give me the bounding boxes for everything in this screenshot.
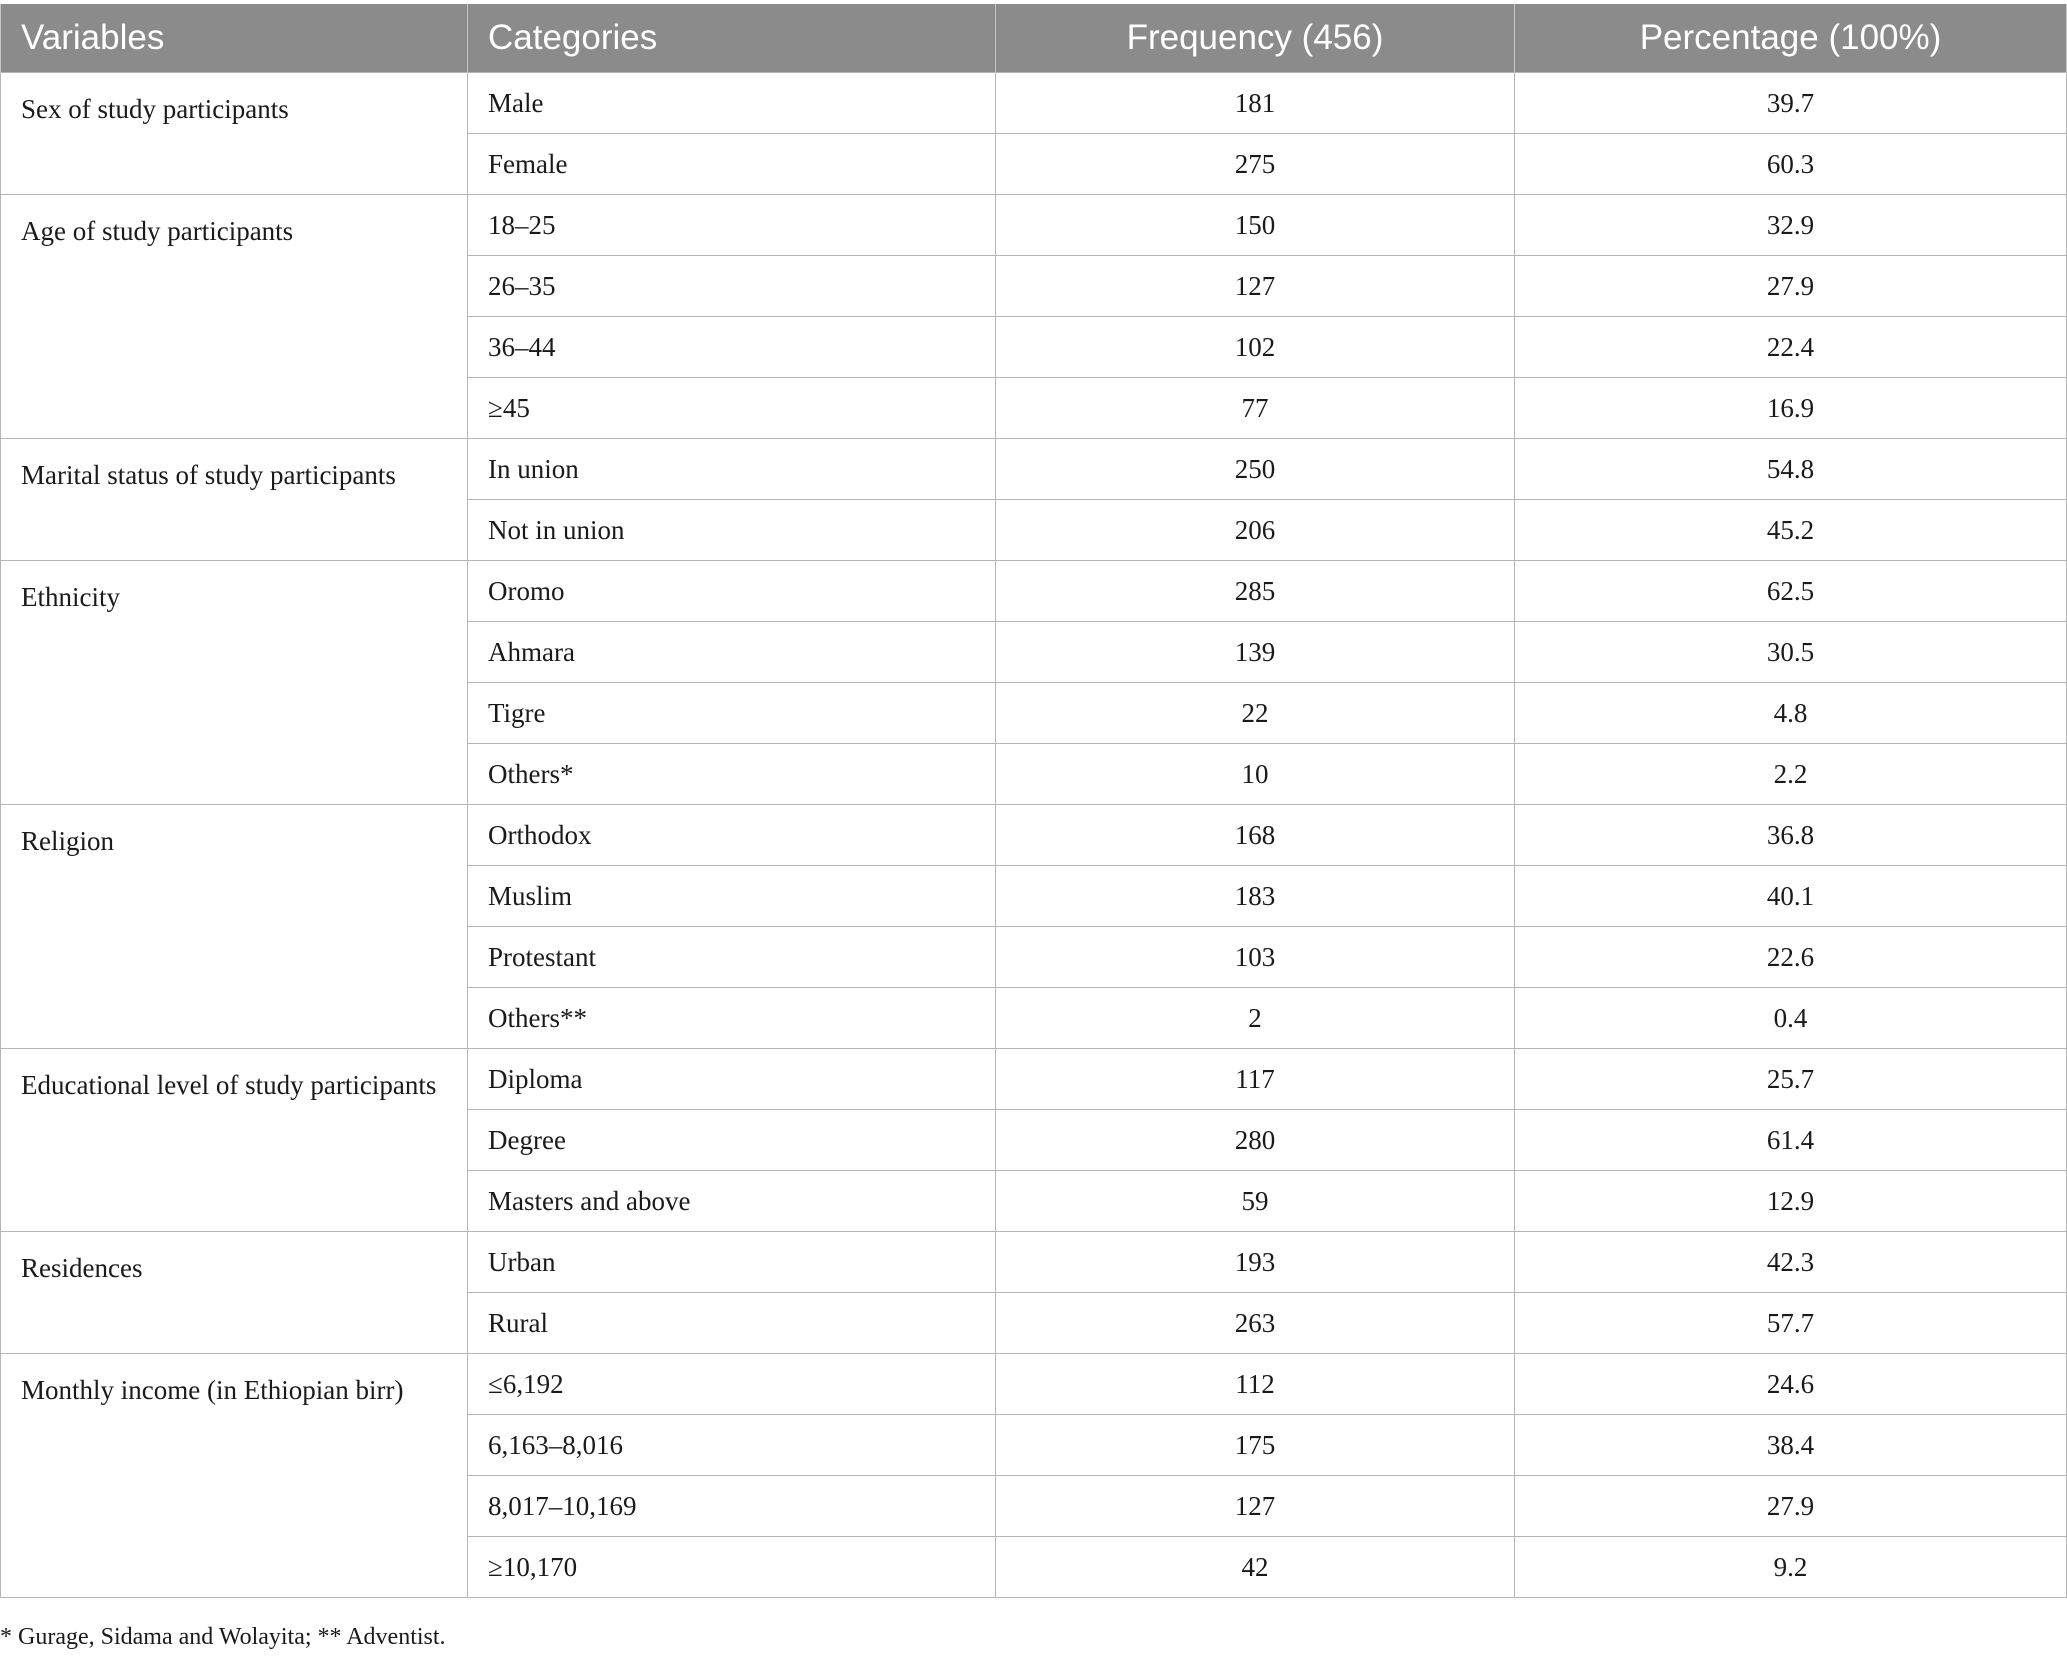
table-row [1, 805, 2067, 866]
frequency-cell: 150 [996, 195, 1515, 256]
category-cell: Masters and above [468, 1171, 996, 1232]
percentage-cell: 54.8 [1515, 439, 2067, 500]
percentage-cell: 22.4 [1515, 317, 2067, 378]
frequency-cell: 139 [996, 622, 1515, 683]
category-cell: 36–44 [468, 317, 996, 378]
table-footnote: * Gurage, Sidama and Wolayita; ** Adventist. [0, 1624, 446, 1650]
frequency-cell: 263 [996, 1293, 1515, 1354]
frequency-cell: 10 [996, 744, 1515, 805]
category-cell: Others** [468, 988, 996, 1049]
category-cell: 26–35 [468, 256, 996, 317]
category-cell: ≥10,170 [468, 1537, 996, 1598]
frequency-cell: 77 [996, 378, 1515, 439]
frequency-cell: 183 [996, 866, 1515, 927]
category-cell: Female [468, 134, 996, 195]
frequency-cell: 206 [996, 500, 1515, 561]
category-cell: Muslim [468, 866, 996, 927]
category-cell: ≤6,192 [468, 1354, 996, 1415]
percentage-cell: 27.9 [1515, 256, 2067, 317]
percentage-cell: 36.8 [1515, 805, 2067, 866]
category-cell: Male [468, 73, 996, 134]
frequency-cell: 59 [996, 1171, 1515, 1232]
percentage-cell: 16.9 [1515, 378, 2067, 439]
variable-cell: Marital status of study participants [1, 439, 468, 561]
category-cell: Ahmara [468, 622, 996, 683]
percentage-cell: 57.7 [1515, 1293, 2067, 1354]
category-cell: Diploma [468, 1049, 996, 1110]
table-row [1, 1232, 2067, 1293]
frequency-cell: 102 [996, 317, 1515, 378]
percentage-cell: 9.2 [1515, 1537, 2067, 1598]
variable-cell: Sex of study participants [1, 73, 468, 195]
category-cell: 6,163–8,016 [468, 1415, 996, 1476]
demographics-table-container [0, 4, 2067, 1598]
frequency-cell: 280 [996, 1110, 1515, 1171]
variable-cell: Residences [1, 1232, 468, 1354]
category-cell: Protestant [468, 927, 996, 988]
percentage-cell: 38.4 [1515, 1415, 2067, 1476]
frequency-cell: 112 [996, 1354, 1515, 1415]
percentage-cell: 45.2 [1515, 500, 2067, 561]
frequency-cell: 103 [996, 927, 1515, 988]
frequency-cell: 250 [996, 439, 1515, 500]
frequency-cell: 193 [996, 1232, 1515, 1293]
percentage-cell: 27.9 [1515, 1476, 2067, 1537]
percentage-cell: 2.2 [1515, 744, 2067, 805]
category-cell: 18–25 [468, 195, 996, 256]
percentage-cell: 0.4 [1515, 988, 2067, 1049]
header-variables: Variables [1, 4, 468, 73]
frequency-cell: 127 [996, 256, 1515, 317]
variable-cell: Educational level of study participants [1, 1049, 468, 1232]
frequency-cell: 175 [996, 1415, 1515, 1476]
table-row [1, 73, 2067, 134]
percentage-cell: 4.8 [1515, 683, 2067, 744]
frequency-cell: 117 [996, 1049, 1515, 1110]
category-cell: Oromo [468, 561, 996, 622]
frequency-cell: 2 [996, 988, 1515, 1049]
percentage-cell: 22.6 [1515, 927, 2067, 988]
table-row [1, 439, 2067, 500]
percentage-cell: 60.3 [1515, 134, 2067, 195]
percentage-cell: 39.7 [1515, 73, 2067, 134]
header-percentage: Percentage (100%) [1515, 4, 2067, 73]
variable-cell: Ethnicity [1, 561, 468, 805]
variable-cell: Monthly income (in Ethiopian birr) [1, 1354, 468, 1598]
percentage-cell: 40.1 [1515, 866, 2067, 927]
percentage-cell: 62.5 [1515, 561, 2067, 622]
percentage-cell: 30.5 [1515, 622, 2067, 683]
header-categories: Categories [468, 4, 996, 73]
percentage-cell: 24.6 [1515, 1354, 2067, 1415]
percentage-cell: 61.4 [1515, 1110, 2067, 1171]
category-cell: ≥45 [468, 378, 996, 439]
percentage-cell: 42.3 [1515, 1232, 2067, 1293]
frequency-cell: 285 [996, 561, 1515, 622]
frequency-cell: 275 [996, 134, 1515, 195]
percentage-cell: 32.9 [1515, 195, 2067, 256]
frequency-cell: 127 [996, 1476, 1515, 1537]
category-cell: Tigre [468, 683, 996, 744]
variable-cell: Age of study participants [1, 195, 468, 439]
demographics-table [0, 4, 2067, 1598]
category-cell: In union [468, 439, 996, 500]
frequency-cell: 168 [996, 805, 1515, 866]
table-row [1, 1049, 2067, 1110]
percentage-cell: 12.9 [1515, 1171, 2067, 1232]
percentage-cell: 25.7 [1515, 1049, 2067, 1110]
category-cell: Urban [468, 1232, 996, 1293]
category-cell: Not in union [468, 500, 996, 561]
frequency-cell: 181 [996, 73, 1515, 134]
table-header-row [1, 4, 2067, 73]
category-cell: Degree [468, 1110, 996, 1171]
variable-cell: Religion [1, 805, 468, 1049]
category-cell: 8,017–10,169 [468, 1476, 996, 1537]
category-cell: Orthodox [468, 805, 996, 866]
frequency-cell: 22 [996, 683, 1515, 744]
table-row [1, 195, 2067, 256]
category-cell: Others* [468, 744, 996, 805]
table-row [1, 1354, 2067, 1415]
frequency-cell: 42 [996, 1537, 1515, 1598]
table-body [1, 73, 2067, 1598]
category-cell: Rural [468, 1293, 996, 1354]
header-frequency: Frequency (456) [996, 4, 1515, 73]
table-row [1, 561, 2067, 622]
